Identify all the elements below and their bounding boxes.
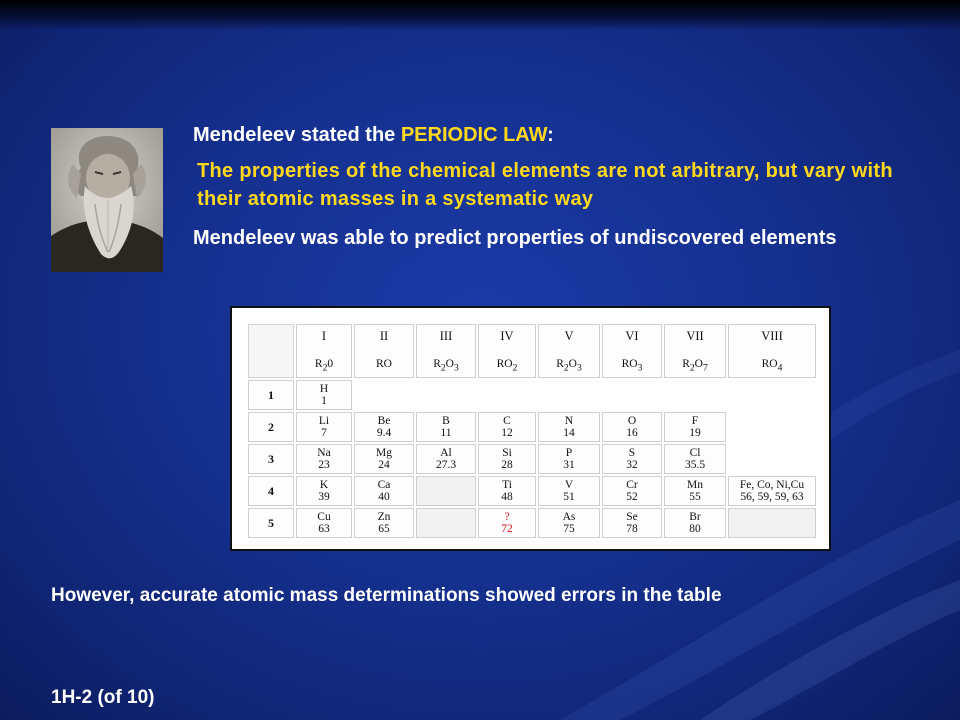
group-header-VII: VII $R_2O_7$: [664, 324, 726, 378]
element-cell: K 39: [296, 476, 352, 506]
portrait-image-icon: [51, 128, 163, 272]
group-header-VIII: VIII $RO_4$: [728, 324, 816, 378]
group-header-V: V $R_2O_3$: [538, 324, 600, 378]
element-cell: P 31: [538, 444, 600, 474]
period-label: 5: [248, 508, 294, 538]
predicted-element-cell: ? 72: [478, 508, 536, 538]
element-cell: As 75: [538, 508, 600, 538]
element-cell: Li 7: [296, 412, 352, 442]
element-cell: Al 27.3: [416, 444, 476, 474]
group-header-IV: IV $RO_2$: [478, 324, 536, 378]
empty-region: [354, 380, 816, 410]
missing-element-cell: [728, 508, 816, 538]
period-label: 3: [248, 444, 294, 474]
prediction-statement: Mendeleev was able to predict properties of undiscovered elements: [193, 227, 837, 249]
element-cell: C 12: [478, 412, 536, 442]
element-cell: Cu 63: [296, 508, 352, 538]
element-cell: Mg 24: [354, 444, 414, 474]
corner-cell: [248, 324, 294, 378]
element-cell: Na 23: [296, 444, 352, 474]
group-header-VI: VI $RO_3$: [602, 324, 662, 378]
empty-cell: [728, 444, 816, 474]
group-header-I: I $R_20$: [296, 324, 352, 378]
element-cell: Cl 35.5: [664, 444, 726, 474]
periodic-table: [246, 322, 818, 540]
element-cell: Se 78: [602, 508, 662, 538]
bottom-note: However, accurate atomic mass determinations showed errors in the table: [51, 585, 722, 606]
heading-suffix: :: [547, 124, 554, 146]
element-cell: Si 28: [478, 444, 536, 474]
top-dark-band: [0, 0, 960, 30]
element-cell: Zn 65: [354, 508, 414, 538]
element-cell: N 14: [538, 412, 600, 442]
element-cell: Mn 55: [664, 476, 726, 506]
element-cell: F 19: [664, 412, 726, 442]
period-label: 4: [248, 476, 294, 506]
slide-number: 1H-2 (of 10): [51, 687, 155, 708]
periodic-law-statement: The properties of the chemical elements are not arbitrary, but vary with their atomic masses in a systematic way: [197, 160, 893, 210]
element-cell: V 51: [538, 476, 600, 506]
group-header-II: II RO: [354, 324, 414, 378]
period-label: 2: [248, 412, 294, 442]
heading-prefix: Mendeleev stated the: [193, 124, 401, 146]
element-cell: O 16: [602, 412, 662, 442]
element-cell: B 11: [416, 412, 476, 442]
empty-cell: [728, 412, 816, 442]
element-cell: Ti 48: [478, 476, 536, 506]
period-label: 1: [248, 380, 294, 410]
element-cell: Cr 52: [602, 476, 662, 506]
mendeleev-portrait: [51, 128, 163, 272]
element-cell: Fe, Co, Ni,Cu 56, 59, 59, 63: [728, 476, 816, 506]
element-cell: H 1: [296, 380, 352, 410]
group-header-III: III $R_2O_3$: [416, 324, 476, 378]
missing-element-cell: [416, 508, 476, 538]
element-cell: Ca 40: [354, 476, 414, 506]
mendeleev-table-figure: [230, 306, 831, 551]
element-cell: Br 80: [664, 508, 726, 538]
element-cell: S 32: [602, 444, 662, 474]
element-cell: Be 9.4: [354, 412, 414, 442]
missing-element-cell: [416, 476, 476, 506]
periodic-law-heading: [193, 121, 554, 149]
heading-highlight: PERIODIC LAW: [400, 124, 548, 146]
